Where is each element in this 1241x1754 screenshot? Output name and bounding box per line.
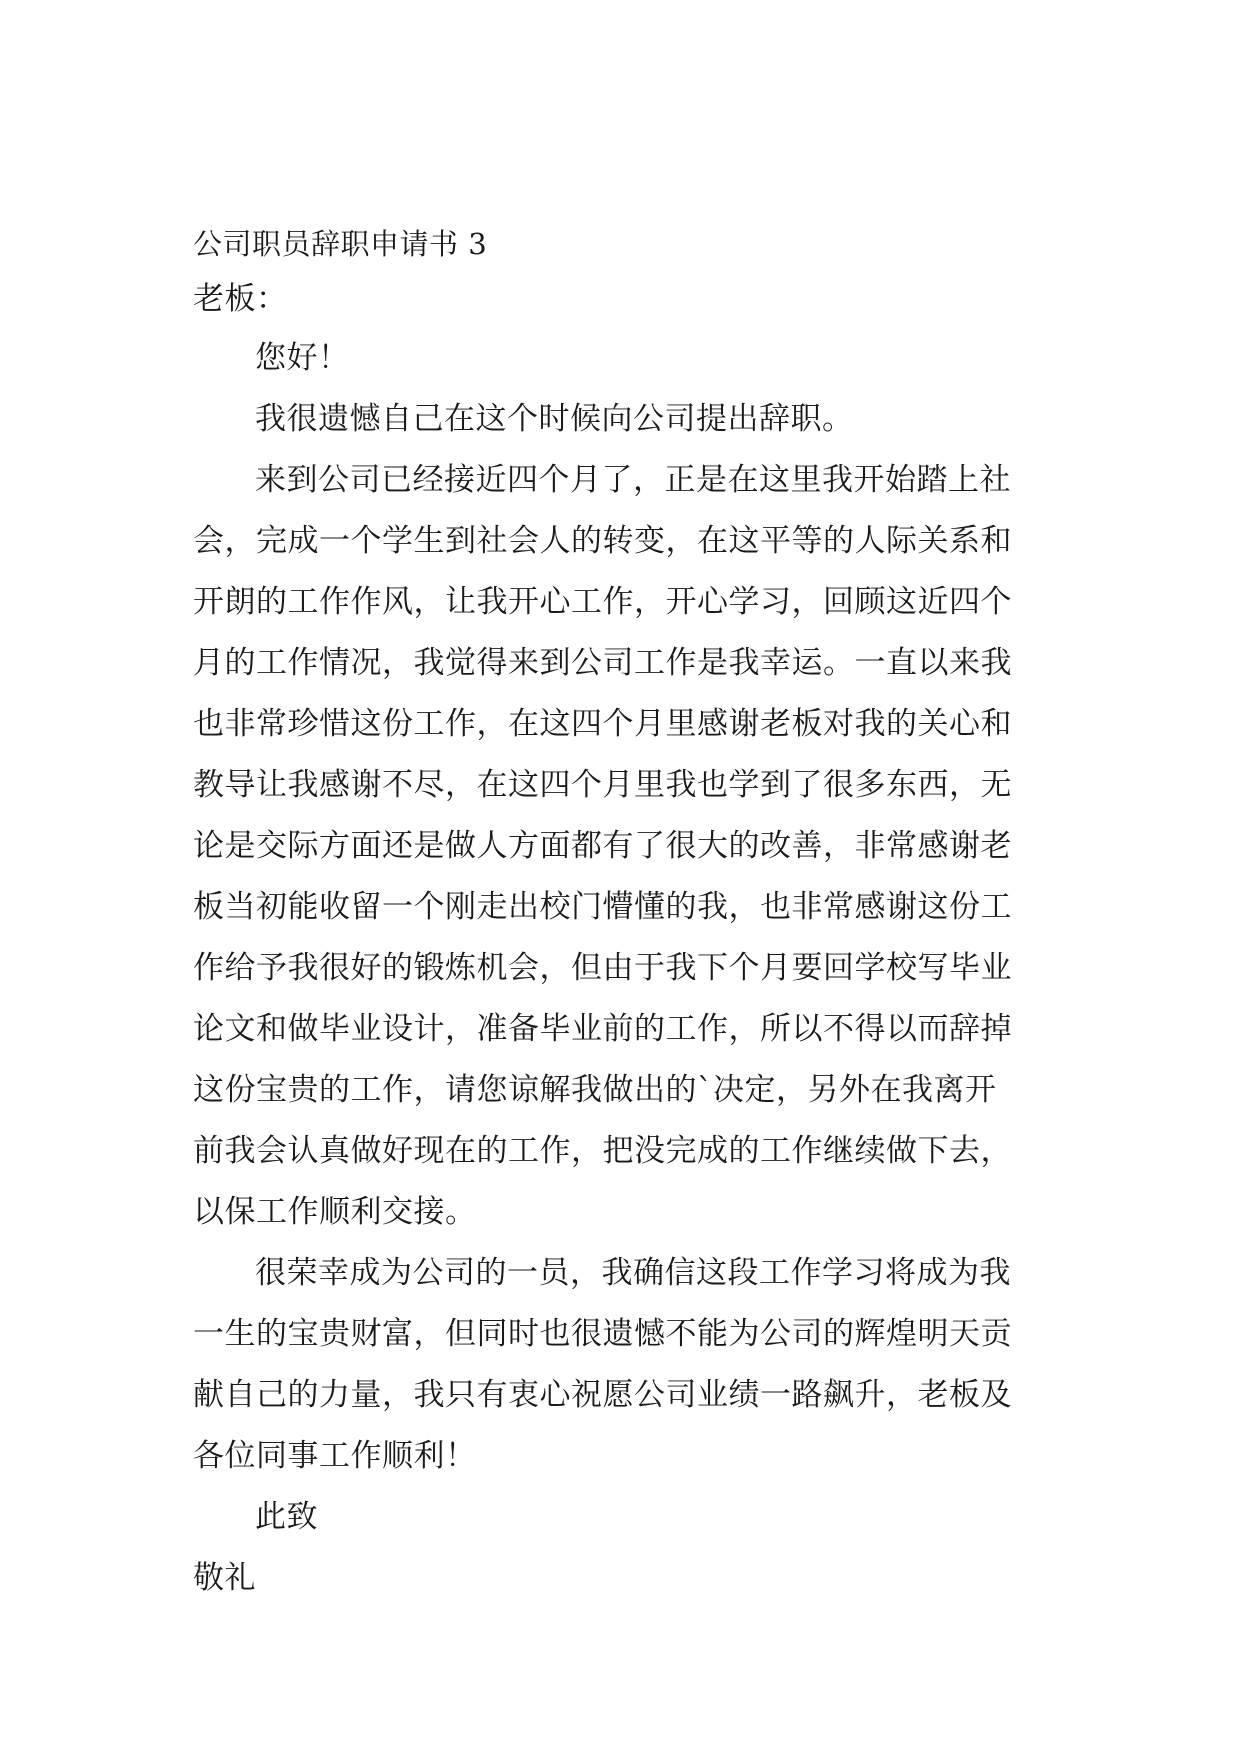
main-paragraph bbox=[193, 450, 1063, 1243]
paragraph-line: 献自己的力量，我只有衷心祝愿公司业绩一路飙升，老板及 bbox=[193, 1377, 1012, 1413]
paragraph-line: 作给予我很好的锻炼机会，但由于我下个月要回学校写毕业 bbox=[193, 950, 1012, 986]
paragraph-line: 各位同事工作顺利！ bbox=[193, 1438, 477, 1474]
paragraph-line: 这份宝贵的工作，请您谅解我做出的`决定，另外在我离开 bbox=[193, 1072, 997, 1108]
closing-paragraph bbox=[193, 1243, 1063, 1487]
paragraph-line: 月的工作情况，我觉得来到公司工作是我幸运。一直以来我 bbox=[193, 645, 1012, 681]
intro-sentence: 我很遗憾自己在这个时候向公司提出辞职。 bbox=[255, 401, 854, 437]
paragraph-line: 以保工作顺利交接。 bbox=[193, 1194, 477, 1230]
paragraph-line: 前我会认真做好现在的工作，把没完成的工作继续做下去， bbox=[193, 1133, 1012, 1169]
sign-off-respectfully: 此致 bbox=[255, 1499, 318, 1535]
paragraph-line: 很荣幸成为公司的一员，我确信这段工作学习将成为我 bbox=[255, 1255, 1011, 1291]
paragraph-line: 会，完成一个学生到社会人的转变，在这平等的人际关系和 bbox=[193, 523, 1012, 559]
sign-off-salute: 敬礼 bbox=[193, 1560, 256, 1596]
paragraph-line: 教导让我感谢不尽，在这四个月里我也学到了很多东西，无 bbox=[193, 767, 1012, 803]
paragraph-line: 也非常珍惜这份工作，在这四个月里感谢老板对我的关心和 bbox=[193, 706, 1012, 742]
salutation: 老板： bbox=[193, 281, 288, 317]
greeting: 您好！ bbox=[255, 340, 350, 376]
paragraph-line: 一生的宝贵财富，但同时也很遗憾不能为公司的辉煌明天贡 bbox=[193, 1316, 1012, 1352]
paragraph-line: 开朗的工作作风，让我开心工作，开心学习，回顾这近四个 bbox=[193, 584, 1012, 620]
paragraph-line: 来到公司已经接近四个月了，正是在这里我开始踏上社 bbox=[255, 462, 1011, 498]
paragraph-line: 板当初能收留一个刚走出校门懵懂的我，也非常感谢这份工 bbox=[193, 889, 1012, 925]
paragraph-line: 论是交际方面还是做人方面都有了很大的改善，非常感谢老 bbox=[193, 828, 1012, 864]
letter-body bbox=[193, 218, 1063, 1609]
document-title: 公司职员辞职申请书 3 bbox=[193, 227, 488, 261]
paragraph-line: 论文和做毕业设计，准备毕业前的工作，所以不得以而辞掉 bbox=[193, 1011, 1012, 1047]
